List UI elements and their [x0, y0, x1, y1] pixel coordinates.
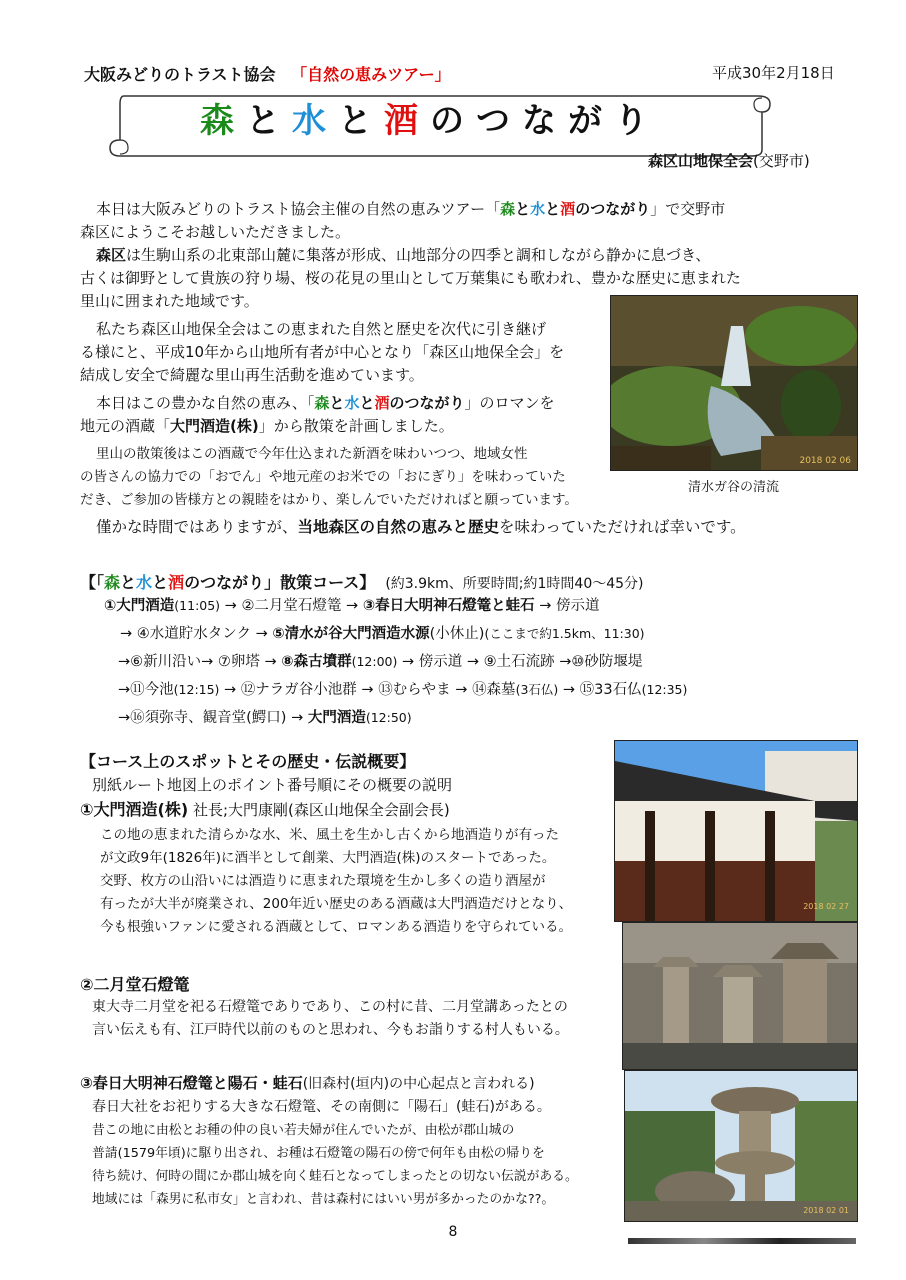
intro-line-13: だき、ご参加の皆様方との親睦をはかり、楽しんでいただければと願っています。 — [80, 492, 578, 508]
intro-line-10: 地元の酒蔵「大門酒造(株)」から散策を計画しました。 — [80, 417, 454, 435]
course-heading: 【「森と水と酒のつながり」散策コース】 (約3.9km、所要時間;約1時間40～45分) — [80, 573, 644, 592]
intro-line-14: 僅かな時間ではありますが、当地森区の自然の恵みと歴史を味わっていただければ幸いです。 — [96, 518, 746, 536]
route-line-1: ①大門酒造(11:05) → ②二月堂石燈篭 → ③春日大明神石燈篭と蛙石 → 傍示道 — [104, 598, 600, 614]
spot-2-header: ②二月堂石燈篭 — [80, 975, 190, 994]
intro-line-12: の皆さんの協力での「おでん」や地元産のお米での「おにぎり」を味わっていた — [80, 469, 566, 485]
intro-line-9: 本日はこの豊かな自然の恵み、「森と水と酒のつながり」のロマンを — [96, 394, 555, 412]
photo-date-stamp: 2018 02 01 — [803, 1206, 849, 1215]
intro-line-3: 森区は生駒山系の北東部山麓に集落が形成、山地部分の四季と調和しながら静かに息づき、 — [96, 246, 711, 264]
route-line-2: → ④水道貯水タンク → ⑤清水が谷大門酒造水源(小休止)(ここまで約1.5km、11:30) — [120, 626, 645, 642]
route-line-5: →⑯須弥寺、観音堂(鰐口) → 大門酒造(12:50) — [118, 710, 412, 726]
route-line-4: →⑪今池(12:15) → ⑫ナラガ谷小池群 → ⑬むらやま → ⑭森墓(3石仏) → ⑮33石仏(12:35) — [118, 682, 688, 698]
photo-date-stamp: 2018 02 27 — [803, 902, 849, 911]
intro-line-6: 私たち森区山地保全会はこの恵まれた自然と歴史を次代に引き継げ — [96, 320, 547, 338]
intro-line-8: 結成し安全で綺麗な里山再生活動を進めています。 — [80, 366, 424, 384]
page-number: 8 — [448, 1224, 458, 1240]
spot-3-body: 春日大社をお祀りする大きな石燈篭、その南側に「陽石」(蛙石)がある。 昔この地に由松とお種の仲の良い若夫婦が住んでいたが、由松が郡山城の 普請(1579年頃)に駆り出され、お種は石燈篭の陽石の傍で何年も由松の帰りを 待ち続け、何時の間にか郡山城を向く蛙石となってしまったとの切ない伝説がある。 地域には「森男に私市女」と言われ、昔は森村にはいい男が多かったのかな??。 — [92, 1099, 578, 1207]
stone-lantern-photo — [622, 922, 858, 1070]
kasuga-lantern-photo — [624, 1070, 858, 1222]
organizer-line — [84, 62, 451, 85]
organizer-name: 大阪みどりのトラスト協会 — [84, 65, 276, 84]
intro-line-7: る様にと、平成10年から山地所有者が中心となり「森区山地保全会」を — [80, 343, 565, 361]
spots-subheading: 別紙ルート地図上のポイント番号順にその概要の説明 — [92, 776, 453, 794]
association-name: 森区山地保全会(交野市) — [648, 152, 810, 170]
event-date: 平成30年2月18日 — [712, 64, 835, 82]
intro-line-5: 里山に囲まれた地域です。 — [80, 292, 259, 310]
route-line-3: →⑥新川沿い→ ⑦卵塔 → ⑧森古墳群(12:00) → 傍示道 → ⑨土石流跡 →⑩砂防堰堤 — [118, 654, 643, 670]
spot-1-body: この地の恵まれた清らかな水、米、風土を生かし古くから地酒造りが有った が文政9年(1826年)に酒半として創業、大門酒造(株)のスタートであった。 交野、枚方の山沿いには酒造りに恵まれた環境を生かし多くの造り酒屋が 有ったが大半が廃業され、200年近い歴史のある酒蔵は大門酒造だけとなり、 今も根強いファンに愛される酒蔵として、ロマンある酒造りを守られている。 — [100, 827, 573, 935]
spot-3-header: ③春日大明神石燈篭と陽石・蛙石(旧森村(垣内)の中心起点と言われる) — [80, 1074, 535, 1092]
spots-heading: 【コース上のスポットとその歴史・伝説概要】 — [80, 752, 416, 771]
intro-line-11: 里山の散策後はこの酒蔵で今年仕込まれた新酒を味わいつつ、地域女性 — [96, 446, 528, 462]
intro-line-4: 古くは御野として貴族の狩り場、桜の花見の里山として万葉集にも歌われ、豊かな歴史に恵まれた — [80, 269, 741, 287]
brewery-photo — [614, 740, 858, 922]
intro-line-1: 本日は大阪みどりのトラスト協会主催の自然の恵みツアー「森と水と酒のつながり」で交野市 — [96, 200, 726, 218]
photo-date-stamp: 2018 02 06 — [799, 456, 851, 466]
intro-line-2: 森区にようこそお越しいただきました。 — [80, 223, 351, 241]
spot-2-body: 東大寺二月堂を祀る石燈篭でありであり、この村に昔、二月堂講あったとの 言い伝えも有、江戸時代以前のものと思われ、今もお詣りする村人もいる。 — [92, 999, 569, 1038]
spot-1-header: ①大門酒造(株) 社長;大門康剛(森区山地保全会副会長) — [80, 800, 450, 819]
stream-photo — [610, 295, 858, 471]
page-title: 森と水と酒のつながり — [200, 101, 660, 141]
tour-name: 「自然の恵みツアー」 — [291, 65, 451, 84]
stream-photo-caption: 清水ガ谷の清流 — [688, 480, 780, 495]
